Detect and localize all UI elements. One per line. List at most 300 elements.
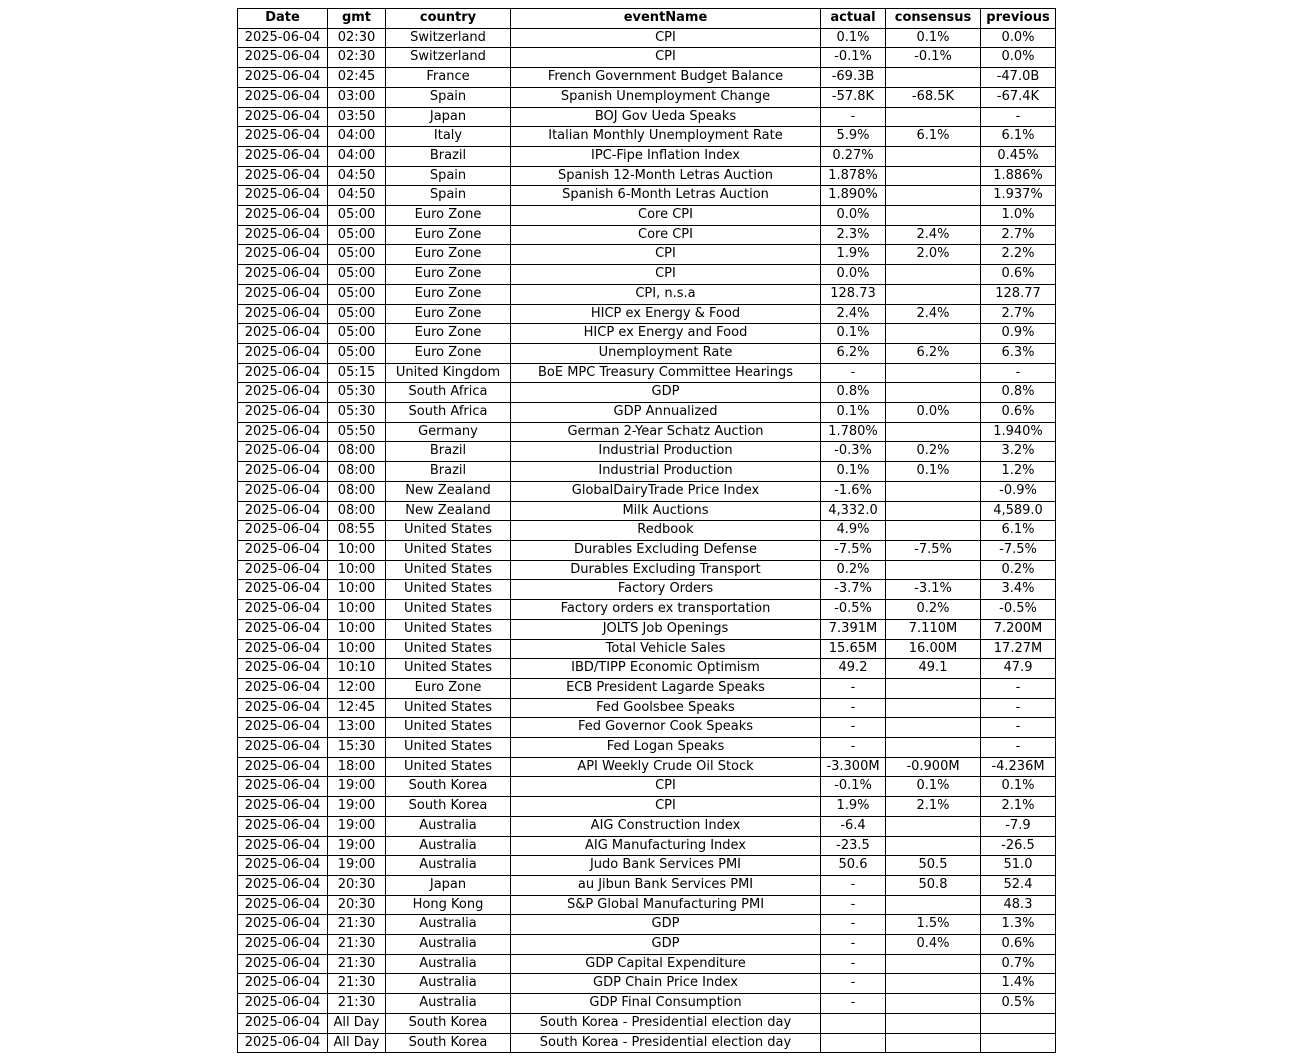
cell-actual: 7.391M [821, 619, 886, 639]
cell-country: South Korea [386, 1033, 511, 1053]
table-row [238, 521, 1056, 541]
table-row [238, 875, 1056, 895]
cell-consensus [886, 68, 981, 88]
cell-gmt: 08:55 [328, 521, 386, 541]
cell-actual: 0.1% [821, 462, 886, 482]
cell-previous: 1.3% [981, 915, 1056, 935]
cell-country: United States [386, 619, 511, 639]
cell-previous: -4.236M [981, 757, 1056, 777]
cell-date: 2025-06-04 [238, 481, 328, 501]
cell-consensus [886, 107, 981, 127]
cell-gmt: 08:00 [328, 442, 386, 462]
cell-consensus: 0.2% [886, 442, 981, 462]
cell-event-name: Durables Excluding Transport [511, 560, 821, 580]
cell-actual: 0.2% [821, 560, 886, 580]
cell-consensus [886, 1013, 981, 1033]
cell-country: Euro Zone [386, 304, 511, 324]
cell-consensus: -3.1% [886, 580, 981, 600]
table-row [238, 363, 1056, 383]
cell-previous: -67.4K [981, 87, 1056, 107]
cell-actual: -7.5% [821, 540, 886, 560]
cell-actual: - [821, 738, 886, 758]
cell-previous: - [981, 698, 1056, 718]
table-row [238, 186, 1056, 206]
cell-consensus: 50.8 [886, 875, 981, 895]
table-row [238, 87, 1056, 107]
cell-previous: 0.9% [981, 324, 1056, 344]
cell-previous: -7.9 [981, 816, 1056, 836]
table-row [238, 678, 1056, 698]
table-row [238, 994, 1056, 1014]
cell-gmt: 05:00 [328, 225, 386, 245]
cell-previous: 1.937% [981, 186, 1056, 206]
cell-actual: 4.9% [821, 521, 886, 541]
cell-date: 2025-06-04 [238, 343, 328, 363]
cell-country: United States [386, 600, 511, 620]
cell-event-name: Core CPI [511, 206, 821, 226]
cell-event-name: Spanish Unemployment Change [511, 87, 821, 107]
cell-actual: 1.878% [821, 166, 886, 186]
cell-date: 2025-06-04 [238, 738, 328, 758]
cell-country: South Africa [386, 403, 511, 423]
cell-previous: 128.77 [981, 284, 1056, 304]
cell-country: United States [386, 718, 511, 738]
cell-event-name: Total Vehicle Sales [511, 639, 821, 659]
cell-previous: 6.3% [981, 343, 1056, 363]
table-row [238, 48, 1056, 68]
cell-date: 2025-06-04 [238, 540, 328, 560]
cell-event-name: ECB President Lagarde Speaks [511, 678, 821, 698]
cell-date: 2025-06-04 [238, 146, 328, 166]
cell-event-name: German 2-Year Schatz Auction [511, 422, 821, 442]
cell-gmt: 10:00 [328, 639, 386, 659]
cell-event-name: BOJ Gov Ueda Speaks [511, 107, 821, 127]
cell-date: 2025-06-04 [238, 797, 328, 817]
cell-date: 2025-06-04 [238, 107, 328, 127]
cell-consensus: 7.110M [886, 619, 981, 639]
cell-gmt: 10:10 [328, 659, 386, 679]
cell-country: Switzerland [386, 28, 511, 48]
cell-gmt: 12:00 [328, 678, 386, 698]
cell-previous: 17.27M [981, 639, 1056, 659]
cell-gmt: 04:50 [328, 186, 386, 206]
cell-country: Euro Zone [386, 206, 511, 226]
cell-event-name: GlobalDairyTrade Price Index [511, 481, 821, 501]
cell-date: 2025-06-04 [238, 639, 328, 659]
cell-previous: - [981, 718, 1056, 738]
table-body [238, 28, 1056, 1053]
cell-gmt: 21:30 [328, 974, 386, 994]
cell-actual: -23.5 [821, 836, 886, 856]
cell-gmt: 05:00 [328, 343, 386, 363]
cell-gmt: 20:30 [328, 895, 386, 915]
cell-country: Euro Zone [386, 284, 511, 304]
cell-previous [981, 1033, 1056, 1053]
cell-previous: 1.0% [981, 206, 1056, 226]
cell-actual: 2.3% [821, 225, 886, 245]
cell-country: Australia [386, 915, 511, 935]
cell-previous: 0.1% [981, 777, 1056, 797]
col-header-eventname: eventName [511, 9, 821, 29]
cell-country: Switzerland [386, 48, 511, 68]
cell-event-name: Industrial Production [511, 462, 821, 482]
table-row [238, 777, 1056, 797]
table-row [238, 974, 1056, 994]
cell-previous: 6.1% [981, 521, 1056, 541]
table-row [238, 580, 1056, 600]
cell-country: South Africa [386, 383, 511, 403]
cell-consensus [886, 422, 981, 442]
cell-actual: 128.73 [821, 284, 886, 304]
cell-country: Australia [386, 974, 511, 994]
cell-gmt: 04:50 [328, 166, 386, 186]
cell-gmt: 08:00 [328, 481, 386, 501]
cell-gmt: 21:30 [328, 935, 386, 955]
cell-country: Spain [386, 87, 511, 107]
cell-country: United States [386, 659, 511, 679]
cell-previous: 2.1% [981, 797, 1056, 817]
cell-country: United States [386, 540, 511, 560]
cell-actual: -3.300M [821, 757, 886, 777]
header-row [238, 9, 1056, 29]
cell-event-name: Factory orders ex transportation [511, 600, 821, 620]
cell-actual: 5.9% [821, 127, 886, 147]
cell-event-name: Spanish 6-Month Letras Auction [511, 186, 821, 206]
cell-consensus [886, 698, 981, 718]
table-row [238, 265, 1056, 285]
cell-actual: 15.65M [821, 639, 886, 659]
cell-country: Japan [386, 107, 511, 127]
cell-event-name: Redbook [511, 521, 821, 541]
cell-actual: 0.1% [821, 403, 886, 423]
col-header-date: Date [238, 9, 328, 29]
cell-consensus: 50.5 [886, 856, 981, 876]
cell-date: 2025-06-04 [238, 974, 328, 994]
cell-consensus: 16.00M [886, 639, 981, 659]
cell-actual: - [821, 698, 886, 718]
cell-event-name: CPI [511, 265, 821, 285]
cell-country: New Zealand [386, 501, 511, 521]
cell-event-name: HICP ex Energy and Food [511, 324, 821, 344]
cell-date: 2025-06-04 [238, 994, 328, 1014]
table-row [238, 836, 1056, 856]
col-header-actual: actual [821, 9, 886, 29]
cell-previous: 0.8% [981, 383, 1056, 403]
cell-gmt: 12:45 [328, 698, 386, 718]
table-row [238, 738, 1056, 758]
cell-actual: 0.1% [821, 324, 886, 344]
cell-consensus [886, 265, 981, 285]
table-row [238, 481, 1056, 501]
cell-country: Brazil [386, 146, 511, 166]
cell-gmt: 15:30 [328, 738, 386, 758]
cell-actual: -1.6% [821, 481, 886, 501]
cell-actual: 4,332.0 [821, 501, 886, 521]
cell-actual: -57.8K [821, 87, 886, 107]
cell-previous: 1.4% [981, 974, 1056, 994]
economic-calendar [237, 8, 1056, 1053]
cell-previous: - [981, 363, 1056, 383]
table-row [238, 639, 1056, 659]
cell-consensus: 6.2% [886, 343, 981, 363]
cell-event-name: Industrial Production [511, 442, 821, 462]
cell-consensus [886, 146, 981, 166]
cell-gmt: 20:30 [328, 875, 386, 895]
table-row [238, 343, 1056, 363]
cell-gmt: 05:30 [328, 383, 386, 403]
table-row [238, 895, 1056, 915]
cell-actual: 50.6 [821, 856, 886, 876]
table-row [238, 600, 1056, 620]
cell-event-name: Fed Governor Cook Speaks [511, 718, 821, 738]
cell-previous: 0.45% [981, 146, 1056, 166]
cell-country: Euro Zone [386, 245, 511, 265]
cell-date: 2025-06-04 [238, 324, 328, 344]
cell-consensus [886, 481, 981, 501]
cell-date: 2025-06-04 [238, 206, 328, 226]
cell-date: 2025-06-04 [238, 383, 328, 403]
cell-date: 2025-06-04 [238, 68, 328, 88]
cell-country: United States [386, 757, 511, 777]
table-row [238, 462, 1056, 482]
cell-actual [821, 1013, 886, 1033]
table-row [238, 619, 1056, 639]
cell-country: United States [386, 521, 511, 541]
cell-event-name: API Weekly Crude Oil Stock [511, 757, 821, 777]
table-row [238, 698, 1056, 718]
cell-date: 2025-06-04 [238, 501, 328, 521]
table-row [238, 206, 1056, 226]
cell-actual: - [821, 994, 886, 1014]
cell-country: Spain [386, 186, 511, 206]
cell-consensus: 0.4% [886, 935, 981, 955]
cell-gmt: 10:00 [328, 560, 386, 580]
cell-country: Japan [386, 875, 511, 895]
cell-date: 2025-06-04 [238, 895, 328, 915]
table-row [238, 954, 1056, 974]
table-row [238, 935, 1056, 955]
cell-previous: 47.9 [981, 659, 1056, 679]
table-row [238, 383, 1056, 403]
cell-consensus: 2.0% [886, 245, 981, 265]
cell-event-name: GDP Annualized [511, 403, 821, 423]
cell-gmt: 05:50 [328, 422, 386, 442]
cell-actual: 0.0% [821, 265, 886, 285]
cell-event-name: Fed Goolsbee Speaks [511, 698, 821, 718]
cell-gmt: 05:15 [328, 363, 386, 383]
cell-actual: 1.9% [821, 797, 886, 817]
cell-date: 2025-06-04 [238, 28, 328, 48]
cell-consensus: 0.1% [886, 462, 981, 482]
cell-consensus [886, 363, 981, 383]
cell-date: 2025-06-04 [238, 757, 328, 777]
cell-country: United States [386, 738, 511, 758]
cell-country: Euro Zone [386, 265, 511, 285]
cell-previous: -7.5% [981, 540, 1056, 560]
cell-gmt: 05:00 [328, 245, 386, 265]
cell-gmt: 02:45 [328, 68, 386, 88]
cell-event-name: CPI, n.s.a [511, 284, 821, 304]
table-row [238, 659, 1056, 679]
cell-actual: -0.5% [821, 600, 886, 620]
cell-date: 2025-06-04 [238, 600, 328, 620]
cell-consensus: 0.2% [886, 600, 981, 620]
cell-actual: - [821, 107, 886, 127]
table-row [238, 422, 1056, 442]
table-row [238, 304, 1056, 324]
cell-actual: 0.27% [821, 146, 886, 166]
cell-previous: - [981, 107, 1056, 127]
cell-date: 2025-06-04 [238, 954, 328, 974]
cell-gmt: All Day [328, 1033, 386, 1053]
cell-consensus: 6.1% [886, 127, 981, 147]
cell-previous: 4,589.0 [981, 501, 1056, 521]
cell-gmt: 05:00 [328, 304, 386, 324]
cell-date: 2025-06-04 [238, 284, 328, 304]
cell-gmt: 10:00 [328, 580, 386, 600]
cell-previous: -47.0B [981, 68, 1056, 88]
cell-date: 2025-06-04 [238, 1033, 328, 1053]
table-row [238, 501, 1056, 521]
cell-consensus [886, 974, 981, 994]
cell-previous: -0.9% [981, 481, 1056, 501]
cell-previous: 0.0% [981, 28, 1056, 48]
cell-actual: - [821, 718, 886, 738]
cell-gmt: 21:30 [328, 954, 386, 974]
table-row [238, 166, 1056, 186]
cell-date: 2025-06-04 [238, 403, 328, 423]
cell-gmt: 03:00 [328, 87, 386, 107]
table-row [238, 403, 1056, 423]
cell-actual: -69.3B [821, 68, 886, 88]
cell-actual: - [821, 363, 886, 383]
cell-country: Euro Zone [386, 678, 511, 698]
cell-previous: 3.2% [981, 442, 1056, 462]
cell-event-name: GDP [511, 383, 821, 403]
cell-date: 2025-06-04 [238, 87, 328, 107]
cell-date: 2025-06-04 [238, 225, 328, 245]
cell-previous: -26.5 [981, 836, 1056, 856]
cell-event-name: CPI [511, 797, 821, 817]
cell-date: 2025-06-04 [238, 856, 328, 876]
cell-gmt: 19:00 [328, 777, 386, 797]
cell-consensus: -7.5% [886, 540, 981, 560]
table-row [238, 245, 1056, 265]
cell-country: Spain [386, 166, 511, 186]
table-row [238, 284, 1056, 304]
cell-consensus [886, 678, 981, 698]
cell-gmt: 19:00 [328, 816, 386, 836]
cell-date: 2025-06-04 [238, 816, 328, 836]
cell-date: 2025-06-04 [238, 560, 328, 580]
cell-previous: 1.886% [981, 166, 1056, 186]
cell-gmt: 05:00 [328, 284, 386, 304]
cell-consensus: 2.4% [886, 225, 981, 245]
cell-event-name: Core CPI [511, 225, 821, 245]
cell-gmt: 19:00 [328, 797, 386, 817]
cell-country: South Korea [386, 1013, 511, 1033]
cell-gmt: 04:00 [328, 146, 386, 166]
cell-country: Germany [386, 422, 511, 442]
cell-date: 2025-06-04 [238, 521, 328, 541]
cell-previous: 0.6% [981, 403, 1056, 423]
cell-country: Hong Kong [386, 895, 511, 915]
cell-consensus [886, 1033, 981, 1053]
cell-country: United States [386, 698, 511, 718]
cell-event-name: French Government Budget Balance [511, 68, 821, 88]
cell-actual: 6.2% [821, 343, 886, 363]
cell-country: Italy [386, 127, 511, 147]
cell-actual [821, 1033, 886, 1053]
cell-date: 2025-06-04 [238, 462, 328, 482]
table-row [238, 146, 1056, 166]
cell-consensus [886, 383, 981, 403]
cell-gmt: 10:00 [328, 540, 386, 560]
cell-event-name: Factory Orders [511, 580, 821, 600]
cell-previous: 48.3 [981, 895, 1056, 915]
col-header-previous: previous [981, 9, 1056, 29]
cell-actual: - [821, 678, 886, 698]
cell-country: Brazil [386, 442, 511, 462]
cell-date: 2025-06-04 [238, 678, 328, 698]
cell-event-name: IBD/TIPP Economic Optimism [511, 659, 821, 679]
cell-actual: -0.1% [821, 48, 886, 68]
cell-event-name: Judo Bank Services PMI [511, 856, 821, 876]
cell-actual: - [821, 875, 886, 895]
table-row [238, 816, 1056, 836]
cell-previous: 7.200M [981, 619, 1056, 639]
cell-country: Australia [386, 994, 511, 1014]
table-row [238, 68, 1056, 88]
table-row [238, 718, 1056, 738]
cell-gmt: 02:30 [328, 48, 386, 68]
cell-event-name: CPI [511, 48, 821, 68]
cell-actual: 0.8% [821, 383, 886, 403]
cell-gmt: 04:00 [328, 127, 386, 147]
table-row [238, 540, 1056, 560]
cell-gmt: 02:30 [328, 28, 386, 48]
cell-consensus [886, 186, 981, 206]
cell-event-name: BoE MPC Treasury Committee Hearings [511, 363, 821, 383]
cell-actual: - [821, 974, 886, 994]
table-row [238, 1013, 1056, 1033]
cell-date: 2025-06-04 [238, 698, 328, 718]
cell-consensus [886, 206, 981, 226]
cell-gmt: All Day [328, 1013, 386, 1033]
cell-date: 2025-06-04 [238, 166, 328, 186]
cell-event-name: South Korea - Presidential election day [511, 1013, 821, 1033]
cell-consensus: 0.1% [886, 28, 981, 48]
cell-event-name: South Korea - Presidential election day [511, 1033, 821, 1053]
cell-event-name: JOLTS Job Openings [511, 619, 821, 639]
cell-consensus [886, 324, 981, 344]
cell-consensus [886, 895, 981, 915]
cell-consensus [886, 501, 981, 521]
cell-previous: 6.1% [981, 127, 1056, 147]
cell-date: 2025-06-04 [238, 659, 328, 679]
cell-date: 2025-06-04 [238, 580, 328, 600]
cell-actual: 49.2 [821, 659, 886, 679]
cell-previous: 0.2% [981, 560, 1056, 580]
cell-country: South Korea [386, 797, 511, 817]
cell-country: United Kingdom [386, 363, 511, 383]
cell-gmt: 05:00 [328, 324, 386, 344]
table-row [238, 127, 1056, 147]
cell-country: Brazil [386, 462, 511, 482]
cell-previous: 2.7% [981, 225, 1056, 245]
table-row [238, 324, 1056, 344]
cell-date: 2025-06-04 [238, 186, 328, 206]
